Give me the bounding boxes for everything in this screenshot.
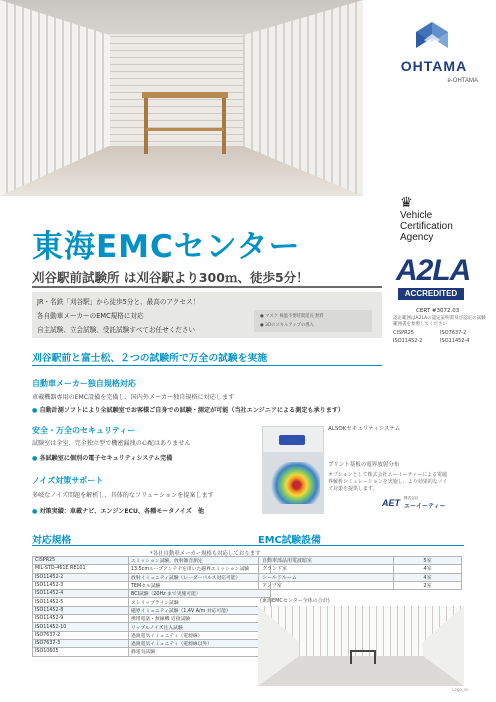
- table-row: [33, 648, 271, 656]
- bullet-icon: ●: [32, 508, 38, 515]
- anechoic-chamber-photo: [258, 606, 464, 686]
- table-row: [259, 565, 462, 573]
- std-desc: TEMセル試験: [129, 581, 271, 589]
- std-code: ISO10605: [33, 648, 129, 656]
- facility-count: 5室: [394, 557, 462, 565]
- standards-header: 対応規格: [32, 532, 271, 546]
- aet-mark: AET: [382, 498, 400, 508]
- intro-line: 自主試験、立会試験、受託試験すべてお任せください: [37, 326, 196, 334]
- table-row: [259, 581, 462, 589]
- wooden-table: [142, 92, 228, 98]
- std-desc: BCI試験（20Hz まで実施可能）: [129, 590, 271, 598]
- std-code: ISO7637-3: [33, 639, 129, 647]
- footer-mark: Logo_ss: [452, 687, 468, 692]
- table-row: [33, 557, 271, 565]
- heatmap-blob: [268, 462, 320, 504]
- facility-count: 4室: [394, 573, 462, 581]
- std-code: CISPR25: [33, 557, 129, 565]
- table-row: [33, 623, 271, 631]
- std-desc: 過渡電気イミュニティ（電源線）: [129, 631, 271, 639]
- aet-kk: 株式会社: [404, 496, 419, 500]
- bullet-text: 各試験室に個別の電子セキュリティシステム完備: [39, 455, 173, 462]
- std-code: ISO11452-10: [33, 623, 129, 631]
- table-row: [33, 639, 271, 647]
- standard-item: ISO11452-2: [393, 338, 423, 344]
- facilities-header: EMC試験設備: [258, 532, 464, 546]
- aet-name: エーイーティー: [404, 503, 446, 510]
- standard-item: ISO7637-2: [440, 330, 467, 336]
- std-code: ISO11452-4: [33, 590, 129, 598]
- crown-icon: ♛: [400, 195, 413, 211]
- table-row: [33, 598, 271, 606]
- table-row: [33, 573, 271, 581]
- logo-subtitle: e-OHTAMA: [447, 78, 478, 84]
- aet-logo: [382, 496, 462, 510]
- block-title: 自動車メーカー独自規格対応: [32, 379, 136, 388]
- block-bullet: [32, 506, 204, 515]
- block-body: 多岐なノイズ問題を解析し、具体的なソリューションを提案します: [32, 492, 214, 499]
- bullet-icon: ●: [32, 407, 38, 414]
- vca-line: Certification: [400, 221, 453, 232]
- table-leg: [222, 98, 226, 154]
- std-code: ISO11452-5: [33, 598, 129, 606]
- table-row: [33, 581, 271, 589]
- page-title: 東海EMCセンター: [32, 229, 301, 265]
- facility-name: グランド室: [259, 565, 394, 573]
- std-desc: 磁界イミュニティ試験（1,4V A/m 対応可能）: [129, 606, 271, 614]
- block-title: ノイズ対策サポート: [32, 476, 104, 485]
- table-row: [33, 590, 271, 598]
- table-row: [259, 573, 462, 581]
- vca-certification: [400, 196, 490, 243]
- std-code: ISO11452-3: [33, 581, 129, 589]
- bullet-icon: ●: [32, 455, 38, 462]
- feature-chip: [254, 310, 372, 332]
- cert-number: CERT #3072.03: [416, 308, 460, 314]
- std-desc: 13.5cmループアンテナを用いた磁界エミッション試験: [129, 565, 271, 573]
- facilities-table: [258, 556, 462, 590]
- std-desc: ストリップライン試験: [129, 598, 271, 606]
- facility-name: シールドルーム: [259, 573, 394, 581]
- standard-item: ISO11452-4: [440, 338, 470, 344]
- std-desc: エミッション試験、放射雑音測定: [129, 557, 271, 565]
- std-desc: リップルノイズ注入試験: [129, 623, 271, 631]
- std-code: ISO11452-2: [33, 573, 129, 581]
- table-leg: [144, 98, 148, 154]
- table-row: [33, 565, 271, 573]
- block-body: 車載機器専用のEMC設備を完備し、国内外メーカー独自規格に対応します: [32, 394, 235, 401]
- table-row: [33, 615, 271, 623]
- block-bullet: [32, 453, 172, 462]
- std-code: ISO7637-2: [33, 631, 129, 639]
- std-desc: 静電気試験: [129, 648, 271, 656]
- block-body: 試験室は全室、完全独立型で機密漏洩の心配はありません: [32, 440, 191, 447]
- facility-count: 4室: [394, 565, 462, 573]
- a2la-badge: [394, 256, 484, 304]
- access-banner: [32, 268, 382, 288]
- ohtama-mark-icon: [406, 16, 458, 58]
- ohtama-logo[interactable]: [386, 12, 482, 108]
- intro-line: JR・名鉄「刈谷駅」から徒歩5分と、最高のアクセス！: [37, 298, 200, 306]
- intro-box: [32, 292, 382, 338]
- a2la-mark: A2LA: [396, 254, 471, 287]
- field-description: オプションとして株式会社エーイーティーによる電磁界解析シミュレーションを実施し、より効果的なノイズ対策を提供します。: [328, 472, 448, 492]
- chip-line: ● 3Dのスキルアップの導入: [260, 323, 314, 328]
- std-code: MIL-STD-461E RE101: [33, 565, 129, 573]
- table-row: [259, 557, 462, 565]
- alsok-caption: ALSOKセキュリティシステム: [328, 426, 401, 432]
- std-code: ISO11452-8: [33, 606, 129, 614]
- logo-name: OHTAMA: [400, 58, 468, 74]
- table-row: [33, 631, 271, 639]
- test-table: [350, 650, 376, 664]
- facilities-note: (東海EMCセンター全体の合計): [260, 598, 330, 604]
- field-distribution-image: [262, 452, 324, 514]
- security-card: [279, 435, 305, 445]
- chip-line: ● マスク 検温不要時間延長 無料: [260, 314, 324, 319]
- std-desc: 携帯電話・無線機 近接試験: [129, 615, 271, 623]
- facility-name: アンプ室: [259, 581, 394, 589]
- block-title: 安全・万全のセキュリティー: [32, 426, 136, 435]
- bullet-text: 対策実績：車載ナビ、エンジンECU、各種モータノイズ 他: [39, 508, 204, 515]
- bullet-text: 自動計測ソフトにより全試験室でお客様ご自身での試験・測定が可能（当社エンジニアによる測定も承ります）: [39, 407, 344, 414]
- accredited-label: ACCREDITED: [398, 288, 464, 300]
- facility-name: 自動車部品用電波暗室: [259, 557, 394, 565]
- block-bullet: [32, 405, 344, 414]
- standards-note: *各社自動車メーカー規格も対応しております: [150, 551, 261, 557]
- facility-count: 2室: [394, 581, 462, 589]
- vca-line: Vehicle: [400, 210, 433, 221]
- section-header: 刈谷駅前と富士松、２つの試験所で万全の試験を実施: [32, 350, 382, 366]
- std-desc: 放射イミュニティ試験（レーダーパルス対応可能）: [129, 573, 271, 581]
- standard-item: CISPR25: [393, 330, 414, 336]
- table-row: [33, 606, 271, 614]
- table-shelf: [146, 128, 224, 131]
- standards-table: [32, 556, 271, 657]
- banner-text: 刈谷駅前試験所 は刈谷駅より300ｍ、徒歩5分！: [32, 270, 309, 285]
- vca-line: Agency: [400, 232, 434, 243]
- std-code: ISO11452-9: [33, 615, 129, 623]
- accredited-standards: [393, 330, 487, 344]
- hero-photo: [0, 0, 363, 196]
- field-caption: プリント基板の電界放射分布: [328, 462, 400, 468]
- std-desc: 過渡電気イミュニティ（電源線以外）: [129, 639, 271, 647]
- cert-note: 認定範囲はA2LAの認定証明書及び認定の試験範囲書を参照してください: [393, 316, 486, 327]
- intro-line: 各自動車メーカーのEMC規格に対応: [37, 312, 144, 320]
